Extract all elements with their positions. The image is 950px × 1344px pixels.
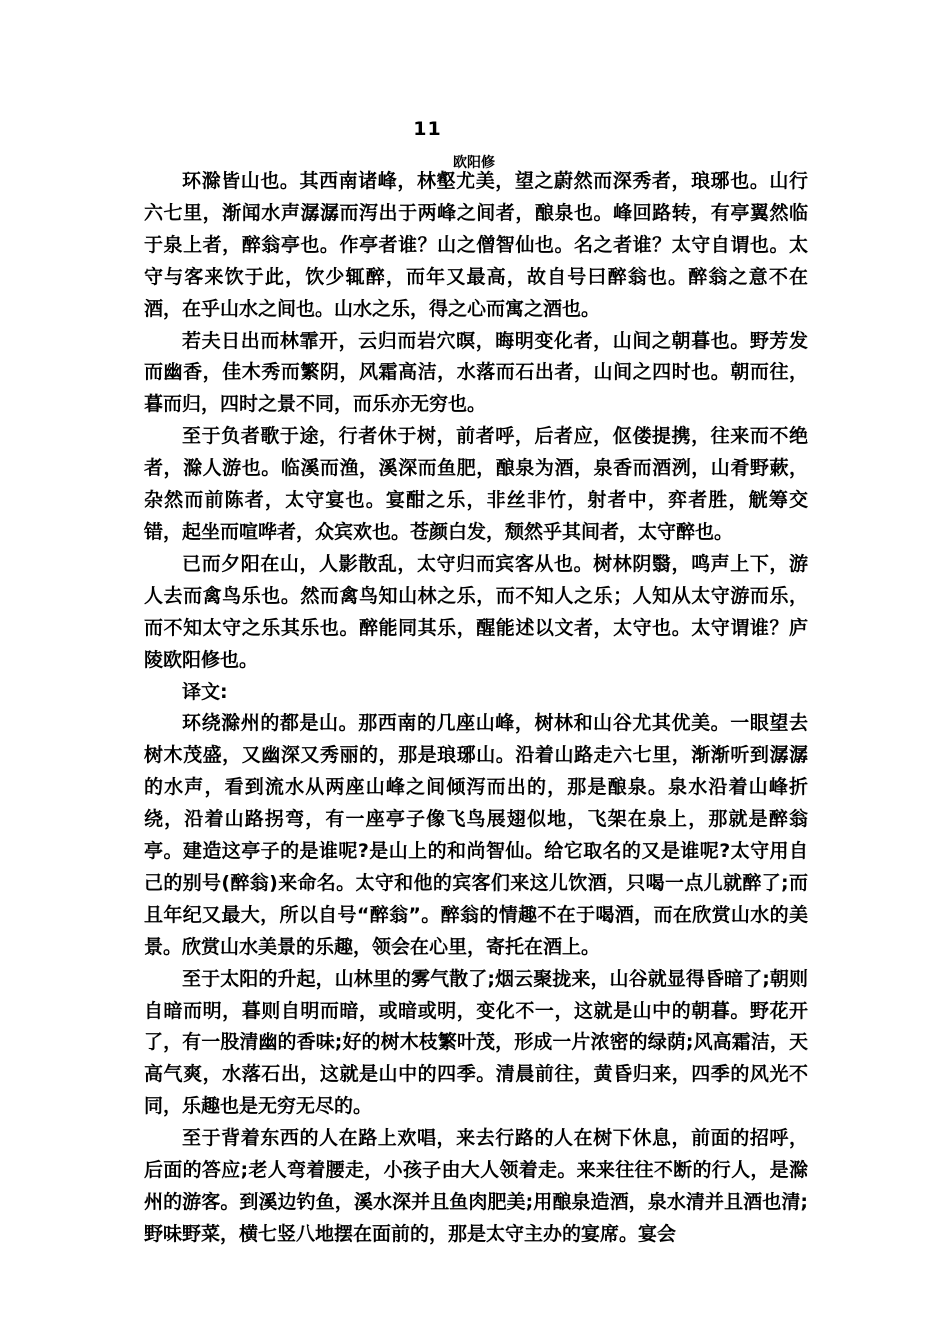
original-paragraph-1: 环滁皆山也。其西南诸峰，林壑尤美，望之蔚然而深秀者，琅琊也。山行六七里，渐闻水声潺潺而泻出于两峰之间者，酿泉也。峰回路转，有亭翼然临于泉上者，醉翁亭也。作亭者谁？山之僧智仙也。名之者谁？太守自谓也。太守与客来饮于此，饮少辄醉，而年又最高，故自号曰醉翁也。醉翁之意不在酒，在乎山水之间也。山水之乐，得之心而寓之酒也。 xyxy=(144,170,808,320)
translation-paragraph-1: 环绕滁州的都是山。那西南的几座山峰，树林和山谷尤其优美。一眼望去树木茂盛，又幽深又秀丽的，那是琅琊山。沿着山路走六七里，渐渐听到潺潺的水声，看到流水从两座山峰之间倾泻而出的，那是酿泉。泉水沿着山峰折绕，沿着山路拐弯，有一座亭子像飞鸟展翅似地，飞架在泉上，那就是醉翁亭。建造这亭子的是谁呢?是山上的和尚智仙。给它取名的又是谁呢?太守用自己的别号(醉翁)来命名。太守和他的宾客们来这儿饮酒，只喝一点儿就醉了;而且年纪又最大，所以自号“醉翁”。醉翁的情趣不在于喝酒，而在欣赏山水的美景。欣赏山水美景的乐趣，领会在心里，寄托在酒上。 xyxy=(144,712,808,958)
original-paragraph-3: 至于负者歌于途，行者休于树，前者呼，后者应，伛偻提携，往来而不绝者，滁人游也。临溪而渔，溪深而鱼肥，酿泉为酒，泉香而酒洌，山肴野蔌，杂然而前陈者，太守宴也。宴酣之乐，非丝非竹，射者中，弈者胜，觥筹交错，起坐而喧哗者，众宾欢也。苍颜白发，颓然乎其间者，太守醉也。 xyxy=(144,425,808,543)
author-name: 欧阳修 xyxy=(453,155,495,171)
page-number: 11 xyxy=(413,118,442,140)
original-paragraph-2: 若夫日出而林霏开，云归而岩穴暝，晦明变化者，山间之朝暮也。野芳发而幽香，佳木秀而繁阴，风霜高洁，水落而石出者，山间之四时也。朝而往，暮而归，四时之景不同，而乐亦无穷也。 xyxy=(144,329,808,416)
translation-paragraph-3: 至于背着东西的人在路上欢唱，来去行路的人在树下休息，前面的招呼，后面的答应;老人弯着腰走，小孩子由大人领着走。来来往往不断的行人，是滁州的游客。到溪边钓鱼，溪水深并且鱼肉肥美;用酿泉造酒，泉水清并且酒也清;野味野菜，横七竖八地摆在面前的，那是太守主办的宴席。宴会 xyxy=(144,1127,808,1245)
body-text xyxy=(144,166,808,1251)
original-paragraph-4: 已而夕阳在山，人影散乱，太守归而宾客从也。树林阴翳，鸣声上下，游人去而禽鸟乐也。然而禽鸟知山林之乐，而不知人之乐；人知从太守游而乐，而不知太守之乐其乐也。醉能同其乐，醒能述以文者，太守也。太守谓谁？庐陵欧阳修也。 xyxy=(144,552,808,671)
translation-paragraph-2: 至于太阳的升起，山林里的雾气散了;烟云聚拢来，山谷就显得昏暗了;朝则自暗而明，暮则自明而暗，或暗或明，变化不一，这就是山中的朝暮。野花开了，有一股清幽的香味;好的树木枝繁叶茂，形成一片浓密的绿荫;风高霜洁，天高气爽，水落石出，这就是山中的四季。清晨前往，黄昏归来，四季的风光不同，乐趣也是无穷无尽的。 xyxy=(144,967,808,1118)
translation-label: 译文: xyxy=(182,680,228,703)
